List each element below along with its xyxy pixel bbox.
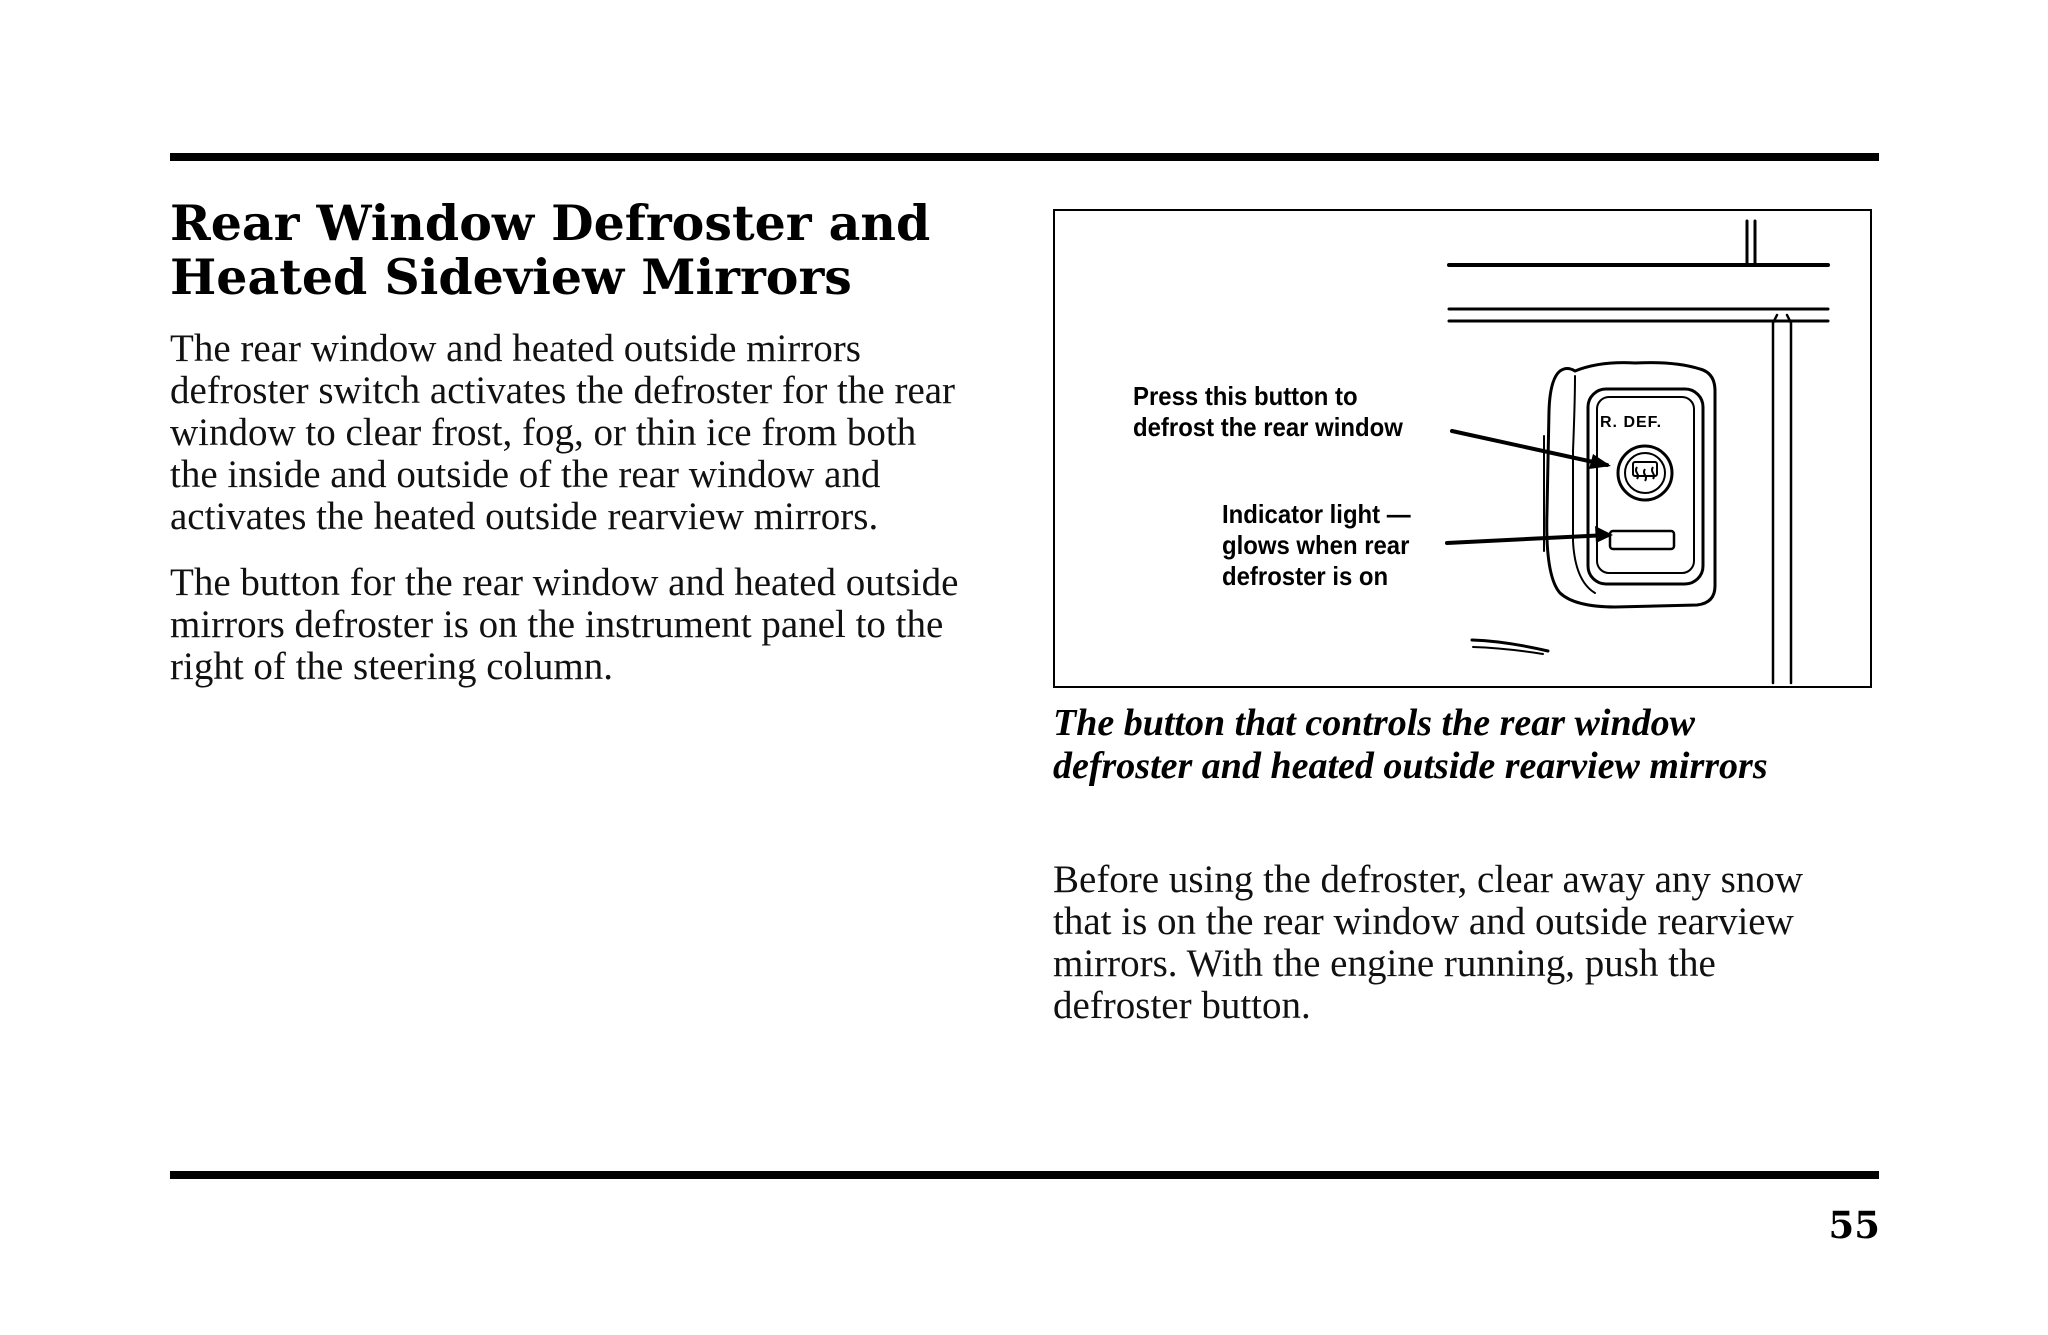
indicator-light-callout xyxy=(1222,499,1411,592)
left-column xyxy=(170,328,1000,712)
callout-arrow xyxy=(1452,431,1607,465)
callout-line: Press this button to xyxy=(1133,381,1358,411)
text-line: the inside and outside of the rear window and xyxy=(170,453,881,496)
text-line: mirrors. With the engine running, push the xyxy=(1053,942,1716,985)
caption-line: The button that controls the rear window xyxy=(1053,702,1695,744)
text-line: defroster switch activates the defroster for the rear xyxy=(170,369,956,412)
text-line: activates the heated outside rearview mirrors. xyxy=(170,495,879,538)
defroster-illustration xyxy=(1053,209,1872,688)
indicator-light xyxy=(1610,531,1674,549)
caption-line: defroster and heated outside rearview mirrors xyxy=(1053,745,1768,787)
pillar-line xyxy=(1787,315,1791,683)
text-line: defroster button. xyxy=(1053,984,1311,1027)
callout-line: defroster is on xyxy=(1222,561,1389,591)
intro-paragraph xyxy=(170,328,1000,538)
callout-line: glows when rear xyxy=(1222,530,1410,560)
text-line: window to clear frost, fog, or thin ice from both xyxy=(170,411,917,454)
press-button-callout xyxy=(1133,381,1403,443)
figure-caption xyxy=(1053,702,1768,788)
section-title-line: Heated Sideview Mirrors xyxy=(170,248,852,306)
top-rule xyxy=(170,153,1879,161)
usage-paragraph xyxy=(1053,859,1873,1027)
section-title-line: Rear Window Defroster and xyxy=(170,194,931,252)
text-line: right of the steering column. xyxy=(170,645,613,688)
text-line: that is on the rear window and outside rearview xyxy=(1053,900,1794,943)
bottom-rule xyxy=(170,1171,1879,1179)
pillar-line xyxy=(1773,315,1777,683)
instrument-panel-drawing xyxy=(1055,211,1870,686)
text-line: The rear window and heated outside mirrors xyxy=(170,327,861,370)
page-number: 55 xyxy=(1828,1203,1880,1247)
text-line: The button for the rear window and heated outside xyxy=(170,561,959,604)
section-title xyxy=(170,196,930,304)
text-line: Before using the defroster, clear away any snow xyxy=(1053,858,1803,901)
callout-line: defrost the rear window xyxy=(1133,412,1403,442)
callout-arrow xyxy=(1447,535,1608,543)
rear-defrost-icon xyxy=(1633,462,1657,481)
switch-label: R. DEF. xyxy=(1600,414,1663,431)
button-location-paragraph xyxy=(170,562,1000,688)
text-line: mirrors defroster is on the instrument panel to the xyxy=(170,603,944,646)
bezel-edge xyxy=(1573,376,1595,593)
callout-line: Indicator light — xyxy=(1222,499,1411,529)
